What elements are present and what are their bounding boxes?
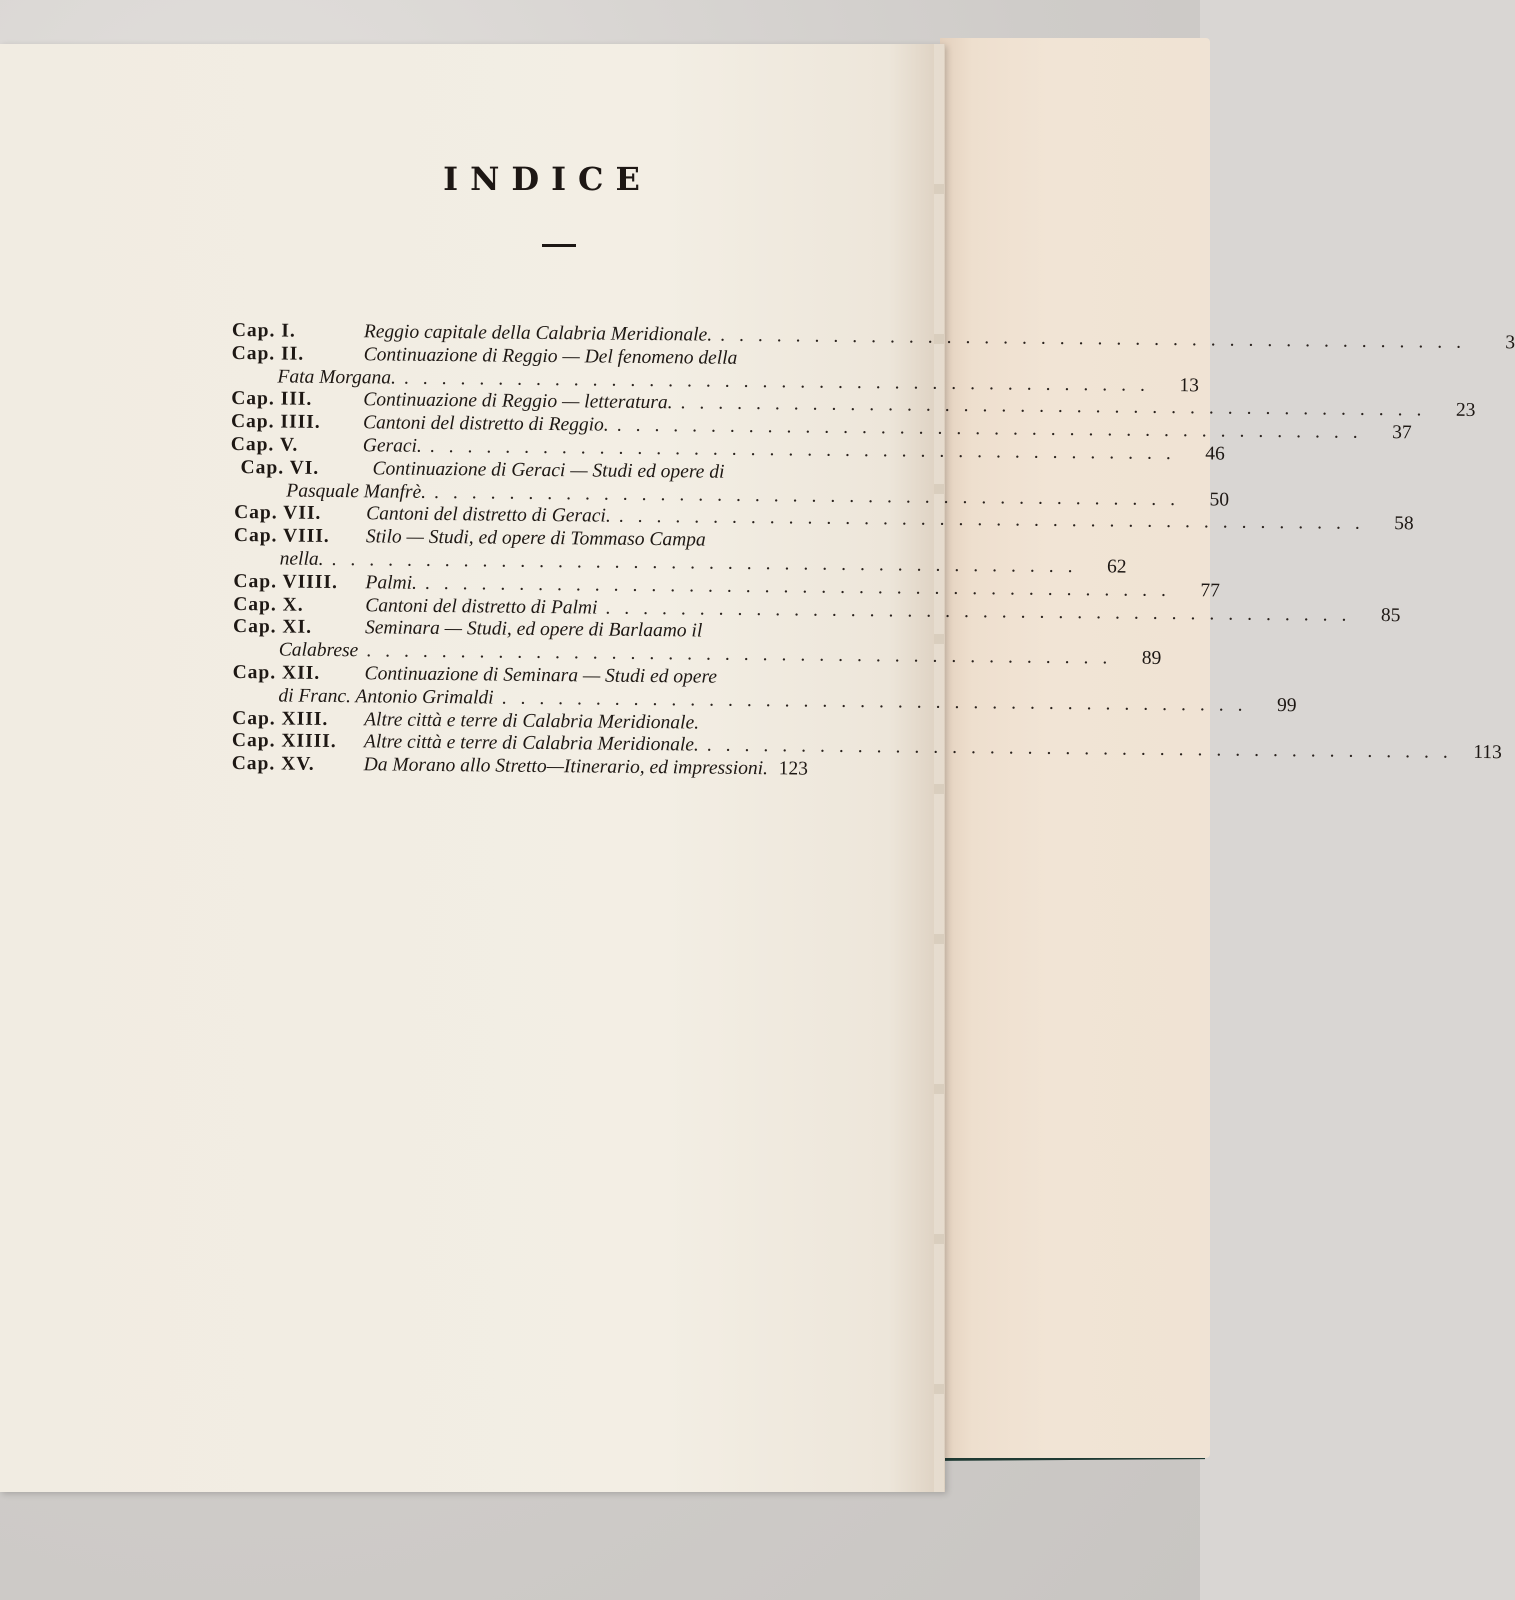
leader-dots: ........................................ — [403, 367, 1159, 396]
chapter-title: Cantoni del distretto di Reggio. — [362, 412, 609, 436]
leader-dots: ........................................ — [616, 414, 1372, 444]
page-number: 13 — [1179, 374, 1199, 396]
chapter-number: Cap. VIII. — [233, 525, 330, 548]
page-number: 46 — [1205, 443, 1225, 465]
toc-entry — [230, 456, 1230, 511]
page-number: 85 — [1380, 604, 1401, 626]
chapter-title: Geraci. — [362, 435, 422, 457]
toc-entry — [231, 342, 1199, 396]
page-number: 123 — [778, 758, 809, 780]
chapter-title-continued: di Franc. Antonio Grimaldi — [278, 685, 494, 709]
page-number: 50 — [1209, 488, 1230, 511]
page-number: 62 — [1106, 556, 1127, 578]
chapter-title: Altre città e terre di Calabria Meridionale. — [363, 731, 699, 756]
page-number: 3 — [1505, 332, 1515, 354]
leader-dots: ........................................ — [433, 481, 1190, 510]
page-number: 89 — [1141, 647, 1162, 670]
chapter-title: Reggio capitale della Calabria Meridionale. — [363, 321, 713, 346]
chapter-title: Continuazione di Geraci — Studi ed opere di — [372, 458, 725, 483]
chapter-number: Cap. XI. — [232, 616, 313, 639]
page-binding — [934, 44, 944, 1492]
toc-entry — [229, 616, 1162, 670]
leader-dots: ........................................ — [680, 392, 1436, 421]
leader-dots: ........................................ — [366, 640, 1122, 669]
chapter-title: Palmi. — [365, 572, 418, 594]
chapter-title: Cantoni del distretto di Palmi — [365, 594, 598, 619]
chapter-number: Cap. XIIII. — [231, 730, 337, 753]
title-rule — [542, 244, 576, 247]
chapter-number: Cap. V. — [230, 433, 299, 456]
chapter-title: Da Morano allo Stretto—Itinerario, ed impressioni. — [363, 754, 769, 780]
chapter-title: Altre città e terre di Calabria Meridionale. — [364, 708, 700, 734]
page-title: INDICE — [443, 160, 652, 198]
chapter-title-continued: Calabrese — [278, 639, 359, 662]
chapter-title: Continuazione di Seminara — Studi ed opere — [364, 663, 718, 688]
leader-dots: ........................................ — [429, 435, 1185, 465]
chapter-title: Continuazione di Reggio — Del fenomeno della — [363, 344, 738, 369]
leader-dots: ........................................ — [501, 687, 1257, 716]
chapter-number: Cap. VII. — [234, 502, 322, 525]
leader-dots: ........................................ — [618, 506, 1374, 535]
chapter-number: Cap. XV. — [231, 753, 315, 775]
chapter-number: Cap. XIII. — [232, 707, 329, 730]
page-number: 23 — [1455, 400, 1476, 422]
leader-dots: ........................................ — [720, 324, 1476, 353]
leader-dots: ........................................ — [424, 572, 1181, 601]
chapter-title-continued: nella. — [279, 548, 324, 570]
chapter-title: Seminara — Studi, ed opere di Barlaamo il — [364, 617, 703, 642]
toc-entry — [230, 525, 1127, 578]
chapter-number: Cap. II. — [231, 342, 305, 365]
chapter-title: Stilo — Studi, ed opere di Tommaso Campa — [365, 526, 706, 551]
page-number: 37 — [1392, 422, 1412, 444]
page-number: 99 — [1276, 694, 1297, 716]
leader-dots: ........................................ — [605, 597, 1361, 626]
chapter-number: Cap. XII. — [232, 661, 321, 684]
chapter-title: Continuazione di Reggio — letteratura. — [363, 389, 673, 414]
chapter-number: Cap. X. — [233, 593, 304, 616]
chapter-number: Cap. VIIII. — [233, 570, 338, 593]
chapter-number: Cap. VI. — [240, 456, 320, 479]
toc-entry — [228, 661, 1297, 716]
page-number: 58 — [1394, 513, 1414, 535]
chapter-number: Cap. III. — [231, 388, 313, 411]
leader-dots: ........................................ — [331, 548, 1087, 578]
chapter-title-continued: Pasquale Manfrè. — [286, 480, 427, 503]
chapter-title: Cantoni del distretto di Geraci. — [366, 503, 611, 528]
page-number: 77 — [1200, 580, 1221, 602]
chapter-number: Cap. I. — [231, 320, 296, 342]
leader-dots: ........................................ — [706, 734, 1462, 764]
chapter-number: Cap. IIII. — [230, 411, 321, 434]
table-of-contents — [228, 320, 1515, 782]
page-number: 113 — [1473, 742, 1502, 764]
chapter-title-continued: Fata Morgana. — [277, 366, 397, 389]
